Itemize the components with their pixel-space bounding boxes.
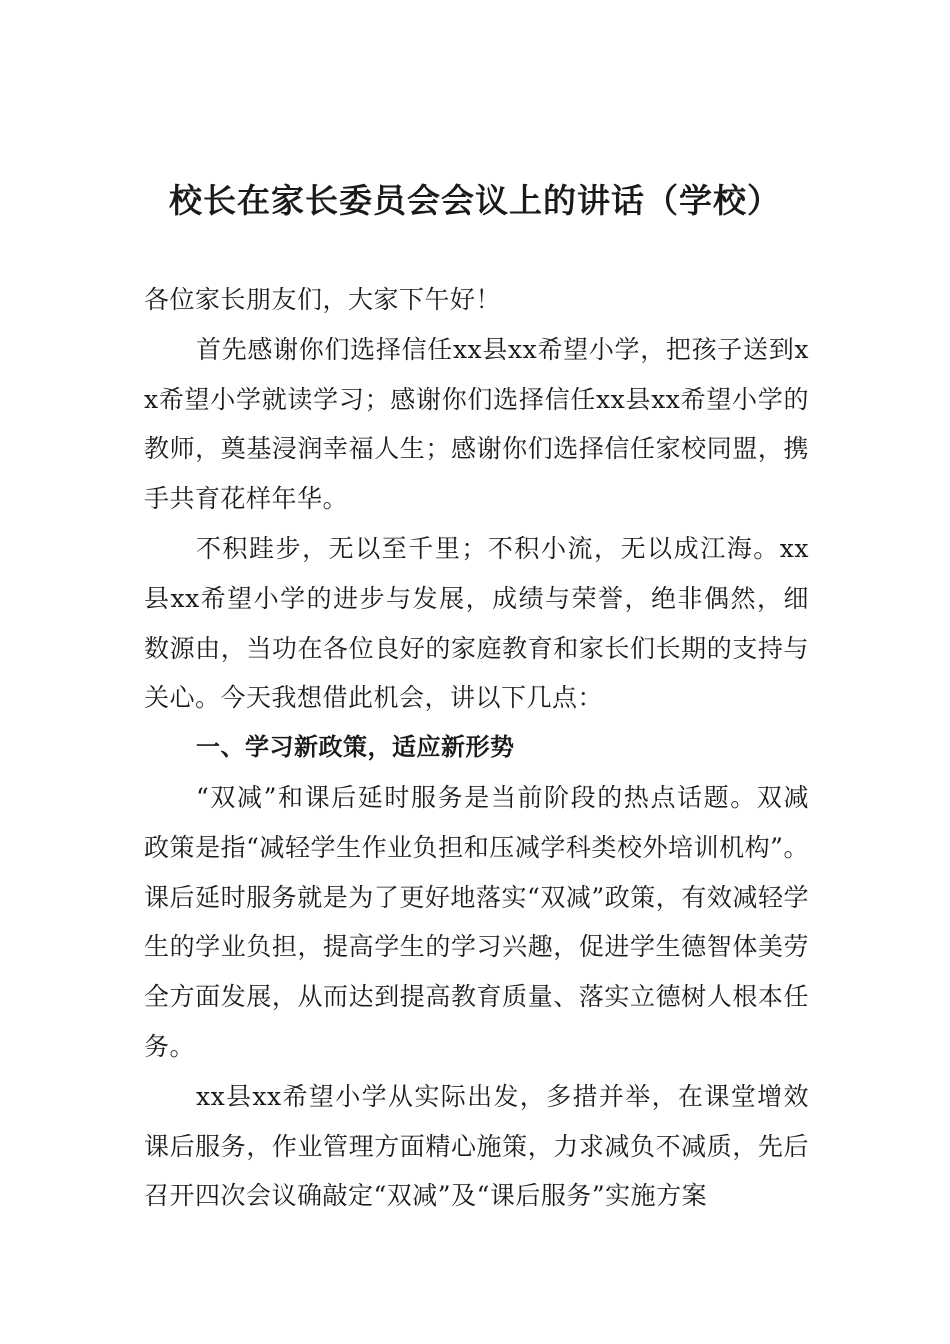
body-paragraph: “双减”和课后延时服务是当前阶段的热点话题。双减政策是指“减轻学生作业负担和压减学科类校外培训机构”。课后延时服务就是为了更好地落实“双减”政策，有效减轻学生的学业负担，提高学生的学习兴趣，促进学生德智体美劳全方面发展，从而达到提高教育质量、落实立德树人根本任务。 (144, 782, 809, 1061)
document-body (144, 275, 809, 1221)
body-paragraph: 首先感谢你们选择信任xx县xx希望小学，把孩子送到xx希望小学就读学习；感谢你们选择信任xx县xx希望小学的教师，奠基浸润幸福人生；感谢你们选择信任家校同盟，携手共育花样年华。 (144, 334, 809, 514)
greeting-paragraph: 各位家长朋友们，大家下午好！ (144, 285, 502, 314)
section-heading: 一、学习新政策，适应新形势 (196, 733, 515, 762)
body-paragraph: xx县xx希望小学从实际出发，多措并举，在课堂增效课后服务，作业管理方面精心施策，力求减负不减质，先后召开四次会议确敲定“双减”及“课后服务”实施方案 (144, 1081, 809, 1211)
document-title: 校长在家长委员会会议上的讲话（学校） (169, 181, 781, 220)
body-paragraph: 不积跬步，无以至千里；不积小流，无以成江海。xx县xx希望小学的进步与发展，成绩与荣誉，绝非偶然，细数源由，当功在各位良好的家庭教育和家长们长期的支持与关心。今天我想借此机会，讲以下几点： (144, 533, 809, 713)
